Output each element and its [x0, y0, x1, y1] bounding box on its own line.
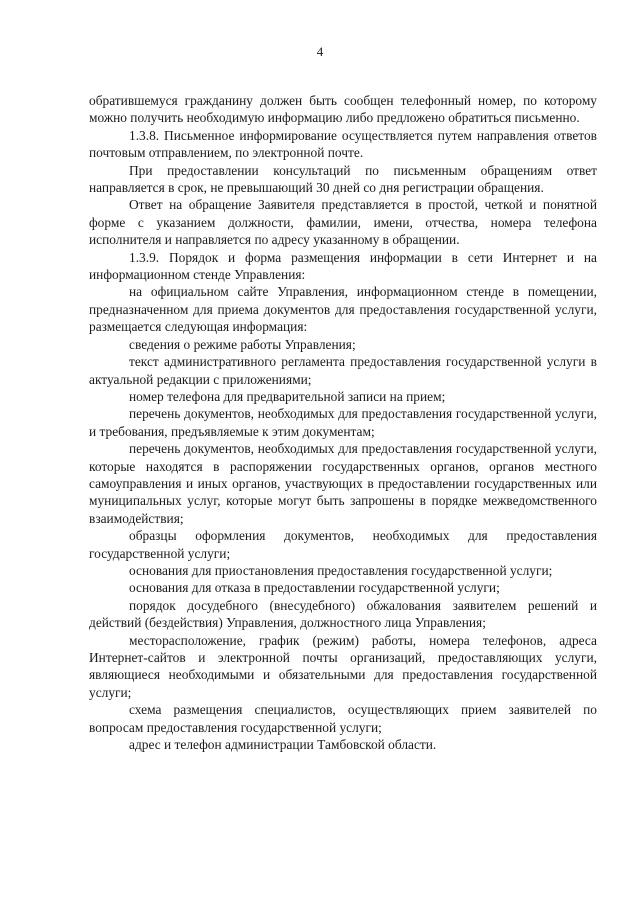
list-item: основания для отказа в предоставлении государственной услуги; — [129, 580, 500, 596]
paragraph-1-3-8: 1.3.8. Письменное информирование осуществляется путем направления ответов почтовым отправлением, по электронной почте. — [89, 127, 597, 161]
paragraph-consultation-response: При предоставлении консультаций по письменным обращениям ответ направляется в срок, не превышающий 30 дней со дня регистрации обращения. — [89, 162, 597, 196]
list-item: перечень документов, необходимых для предоставления государственной услуги, и требования, предъявляемые к этим документам; — [89, 406, 597, 439]
list-item: адрес и телефон администрации Тамбовской области. — [129, 737, 437, 753]
list-item: номер телефона для предварительной записи на прием; — [129, 388, 446, 404]
list-item: текст административного регламента предоставления государственной услуги в актуальной редакции с приложениями; — [89, 354, 597, 387]
list-item: сведения о режиме работы Управления; — [129, 336, 356, 352]
paragraph-continuation: обратившемуся гражданину должен быть сообщен телефонный номер, по которому можно получить необходимую информацию либо предложено обратиться письменно. — [89, 93, 597, 126]
list-item: перечень документов, необходимых для предоставления государственной услуги, которые находятся в распоряжении государственных органов, органов местного самоуправления и иных органов, участвующих в предоставлении государственных или муниципальных услуг, которые могут быть запрошены в порядке межведомственного взаимодействия; — [89, 441, 597, 526]
paragraph-1-3-9: 1.3.9. Порядок и форма размещения информации в сети Интернет и на информационном стенде Управления: — [89, 249, 597, 283]
document-body — [89, 92, 597, 753]
list-item: месторасположение, график (режим) работы, номера телефонов, адреса Интернет-сайтов и электронной почты организаций, предоставляющих услуги, являющиеся необходимыми и обязательными для предоставления государственной услуги; — [89, 632, 597, 700]
paragraph-website-info: на официальном сайте Управления, информационном стенде в помещении, предназначенном для приема документов для предоставления государственной услуги, размещается следующая информация: — [89, 284, 597, 335]
paragraph-response-form: Ответ на обращение Заявителя представляется в простой, четкой и понятной форме с указанием должности, фамилии, имени, отчества, номера телефона исполнителя и направляется по адресу указанному в обращении. — [89, 197, 597, 248]
list-item: основания для приостановления предоставления государственной услуги; — [129, 562, 553, 578]
list-item: образцы оформления документов, необходимых для предоставления государственной услуги; — [89, 528, 597, 561]
page-number: 4 — [316, 44, 324, 59]
list-item: порядок досудебного (внесудебного) обжалования заявителем решений и действий (бездействия) Управления, должностного лица Управления; — [89, 597, 597, 631]
list-item: схема размещения специалистов, осуществляющих прием заявителей по вопросам предоставления государственной услуги; — [89, 702, 597, 735]
